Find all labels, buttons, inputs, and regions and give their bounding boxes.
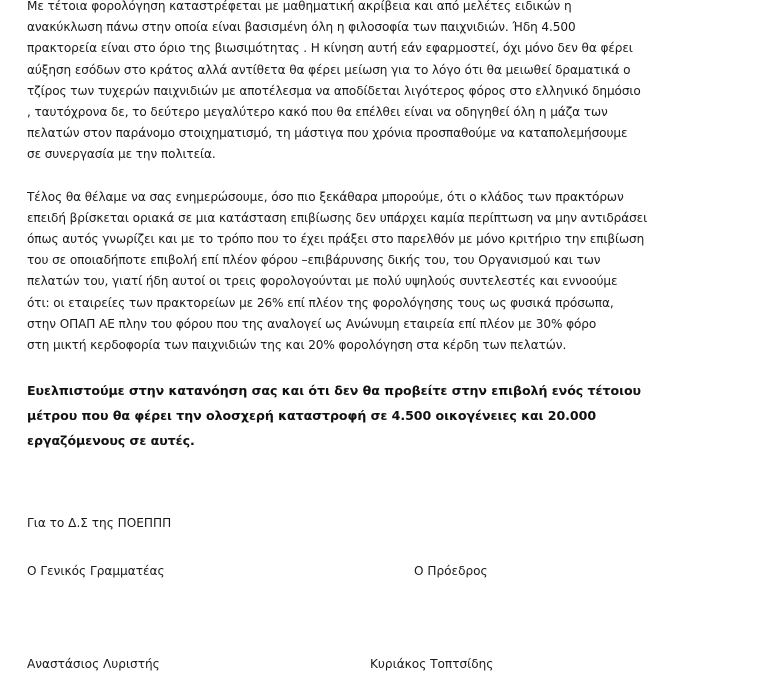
text-line: Τέλος θα θέλαμε να σας ενημερώσουμε, όσο πιο ξεκάθαρα μπορούμε, ότι ο κλάδος των πρακτόρων — [27, 189, 624, 204]
text-line: επειδή βρίσκεται οριακά σε μια κατάσταση επιβίωσης δεν υπάρχει καμία περίπτωση να μην αντιδράσει — [27, 210, 648, 225]
paragraph-1 — [27, 0, 762, 166]
text-line: ανακύκλωση πάνω στην οποία είναι βασισμένη όλη η φιλοσοφία των παιχνιδιών. Ήδη 4.500 — [27, 20, 576, 35]
text-line: Με τέτοια φορολόγηση καταστρέφεται με μαθηματική ακρίβεια και από μελέτες ειδικών η — [27, 0, 572, 13]
text-line: όπως αυτός γνωρίζει και με το τρόπο που το έχει πράξει στο παρελθόν με μόνο κριτήριο την επιβίωση — [27, 232, 645, 247]
text-line: στη μικτή κερδοφορία των παιχνιδιών της και 20% φορολόγηση στα κέρδη των πελατών. — [27, 338, 567, 352]
paragraph-gap — [27, 356, 762, 377]
text-line: του σε οποιαδήποτε επιβολή επί πλέον φόρου –επιβάρυνσης δικής του, του Οργανισμού και των — [27, 253, 601, 268]
bold-text-line: μέτρου που θα φέρει την ολοσχερή καταστροφή σε 4.500 οικογένειες και 20.000 — [27, 408, 597, 424]
paragraph-2 — [27, 187, 762, 357]
text-line: , ταυτόχρονα δε, το δεύτερο μεγαλύτερο κακό που θα επέλθει είναι να οδηγηθεί όλη η μάζα των — [27, 104, 608, 119]
closing-line: Για το Δ.Σ της ΠΟΕΠΠΠ — [27, 516, 172, 530]
paragraph-3-bold — [27, 379, 762, 453]
text-line: πελατών στον παράνομο στοιχηματισμό, τη μάστιγα που χρόνια προσπαθούμε να καταπολεμήσουμε — [27, 126, 628, 141]
president-title: Ο Πρόεδρος — [414, 564, 488, 578]
text-line: πελατών του, γιατί ήδη αυτοί οι τρεις φορολογούνται με πολύ υψηλούς συντελεστές και εννοούμε — [27, 274, 618, 289]
bold-text-line: εργαζόμενους σε αυτές. — [27, 432, 195, 448]
text-line: αύξηση εσόδων στο κράτος αλλά αντίθετα θα φέρει μείωση για το λόγο ότι θα μειωθεί δραματικά ο — [27, 62, 631, 77]
paragraph-gap — [27, 166, 762, 187]
secretary-title: Ο Γενικός Γραμματέας — [27, 564, 165, 578]
text-line: τζίρος των τυχερών παιχνιδιών με αποτέλεσμα να αποδίδεται λιγότερος φόρος στο ελληνικό δημόσιο — [27, 83, 641, 98]
text-line: στην ΟΠΑΠ ΑΕ πλην του φόρου που της αναλογεί ως Ανώνυμη εταιρεία επί πλέον με 30% φόρο — [27, 316, 597, 331]
text-line: ότι: οι εταιρείες των πρακτορείων με 26% επί πλέον της φορολόγησης τους ως φυσικά πρόσωπα, — [27, 295, 614, 310]
secretary-name: Αναστάσιος Λυριστής — [27, 657, 160, 671]
text-line: σε συνεργασία με την πολιτεία. — [27, 147, 216, 162]
bold-text-line: Ευελπιστούμε στην κατανόηση σας και ότι δεν θα προβείτε στην επιβολή ενός τέτοιου — [27, 383, 642, 399]
president-name: Κυριάκος Τοπτσίδης — [370, 657, 494, 671]
text-line: πρακτορεία είναι στο όριο της βιωσιμότητας . Η κίνηση αυτή εάν εφαρμοστεί, όχι μόνο δεν θα φέρει — [27, 41, 633, 56]
letter-body — [27, 0, 762, 454]
